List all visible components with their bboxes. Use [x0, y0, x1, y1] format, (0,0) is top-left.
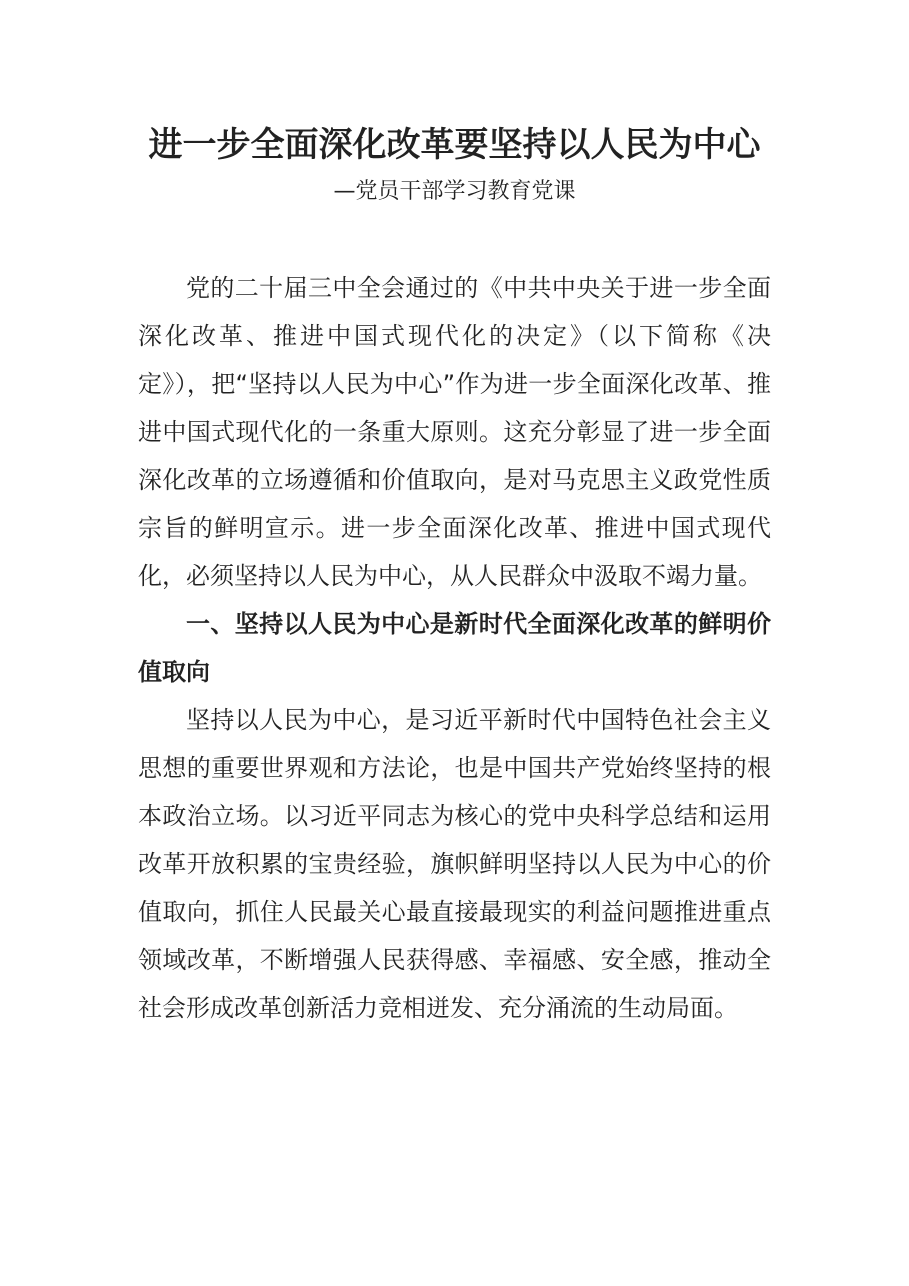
- document-subtitle: —党员干部学习教育党课: [333, 179, 576, 204]
- document-body: [138, 264, 771, 1032]
- paragraph-intro: 党的二十届三中全会通过的《中共中央关于进一步全面深化改革、推进中国式现代化的决定》（以下简称《决定》），把“坚持以人民为中心”作为进一步全面深化改革、推进中国式现代化的一条重大原则。这充分彰显了进一步全面深化改革的立场遵循和价值取向，是对马克思主义政党性质宗旨的鲜明宣示。进一步全面深化改革、推进中国式现代化，必须坚持以人民为中心，从人民群众中汲取不竭力量。: [138, 274, 771, 590]
- section-heading-1: 一、坚持以人民为中心是新时代全面深化改革的鲜明价值取向: [138, 610, 771, 686]
- document-title: 进一步全面深化改革要坚持以人民为中心: [148, 125, 761, 165]
- paragraph-section-1: 坚持以人民为中心，是习近平新时代中国特色社会主义思想的重要世界观和方法论，也是中国共产党始终坚持的根本政治立场。以习近平同志为核心的党中央科学总结和运用改革开放积累的宝贵经验，旗帜鲜明坚持以人民为中心的价值取向，抓住人民最关心最直接最现实的利益问题推进重点领域改革，不断增强人民获得感、幸福感、安全感，推动全社会形成改革创新活力竞相迸发、充分涌流的生动局面。: [138, 706, 771, 1022]
